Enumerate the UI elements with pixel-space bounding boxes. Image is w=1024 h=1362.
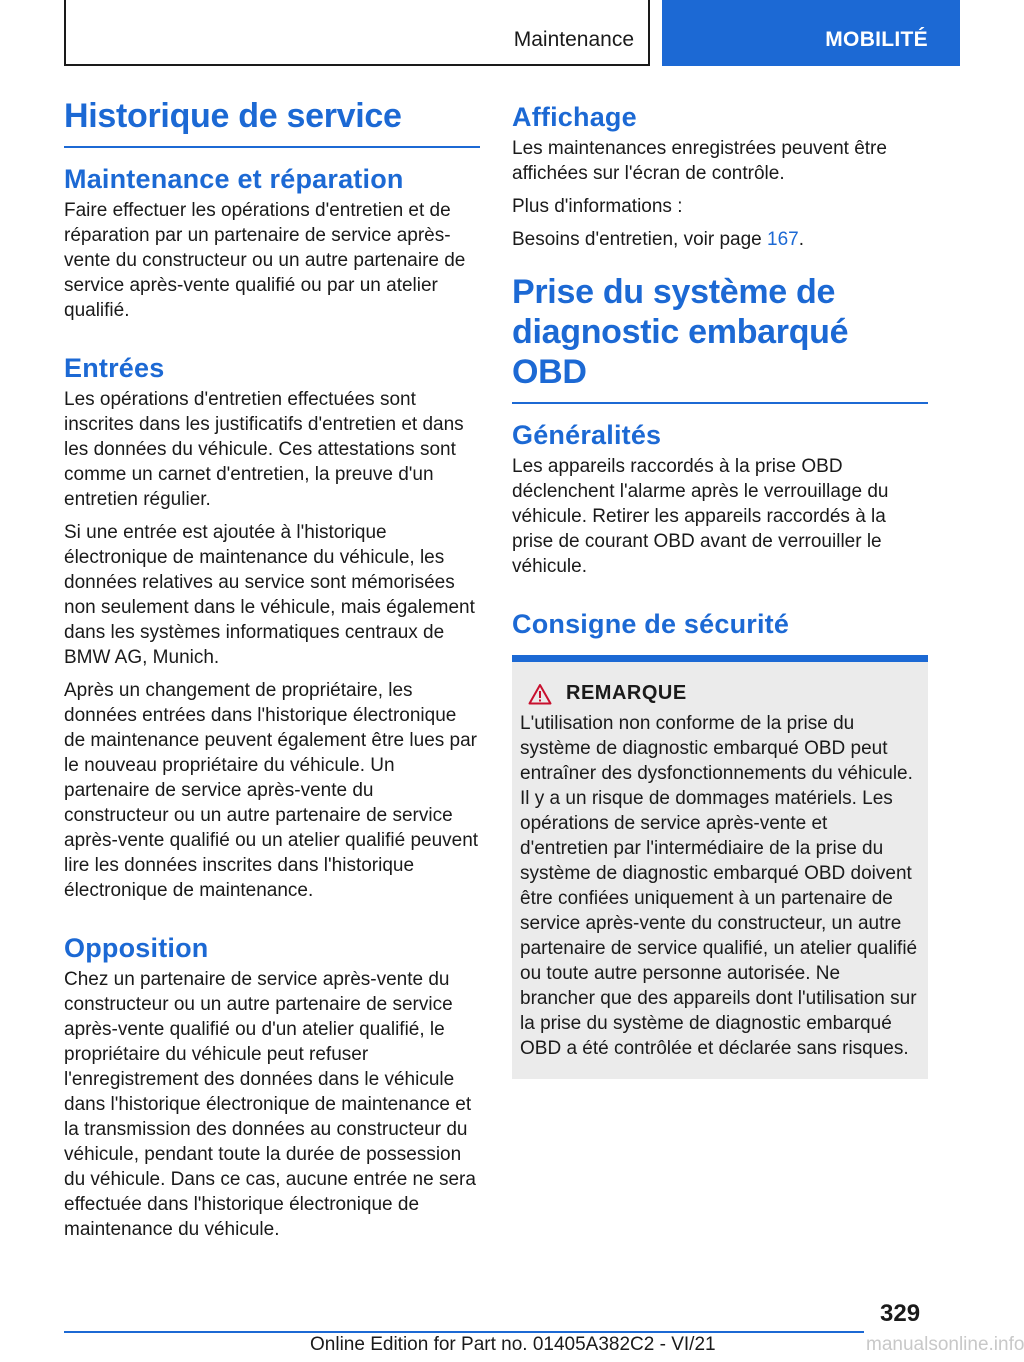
display-paragraph-2: Plus d'informations :: [512, 196, 683, 217]
notice-header: [528, 682, 920, 705]
opposition-paragraph: Chez un partenaire de service après-vente du constructeur ou un autre partenaire de service après-vente qualifié ou d'un atelier qualifié, le propriétaire du véhicule peut refuser l'enregistrement des données dans le véhicule dans l'historique électronique de maintenance et la transmission des données au constructeur du véhicule, pendant toute la durée de possession du véhicule. Dans ce cas, aucune entrée ne sera effectuée dans l'historique électronique de maintenance du véhicule.: [64, 969, 476, 1240]
footer-watermark: manualsonline.info: [866, 1334, 1024, 1355]
chapter-label: Maintenance: [513, 28, 634, 51]
display-paragraph-3: [512, 227, 928, 252]
right-column: [512, 96, 928, 1079]
notice-title: REMARQUE: [566, 682, 687, 704]
notice-body: L'utilisation non conforme de la prise du système de diagnostic embarqué OBD peut entraîner des dysfonctionnements du véhicule. Il y a un risque de dommages matériels. Les opérations de service après-vente et d'entretien par l'intermédiaire de la prise du système de diagnostic embarqué OBD doivent être confiées uniquement à un partenaire de service après-vente du constructeur, un autre partenaire de service qualifié, un atelier qualifié ou toute autre personne autorisée. Ne brancher que des appareils dont l'utilisation sur la prise du système de diagnostic embarqué OBD a été contrôlée et déclarée sans risques.: [520, 713, 918, 1059]
page-link-167[interactable]: 167: [767, 229, 799, 250]
opposition-heading: Opposition: [64, 933, 209, 963]
general-heading: Généralités: [512, 420, 662, 450]
section-tab: [662, 0, 960, 66]
display-ref-text: Besoins d'entretien, voir page: [512, 229, 768, 250]
warning-triangle-icon: [528, 683, 552, 705]
entries-paragraph-2: Si une entrée est ajoutée à l'historique électronique de maintenance du véhicule, les données relatives au service sont mémorisées non seulement dans le véhicule, mais également dans les systèmes informatiques centraux de BMW AG, Munich.: [64, 522, 475, 668]
display-heading: Affichage: [512, 102, 637, 132]
obd-title: Prise du système de diagnostic embarqué OBD: [512, 272, 928, 404]
footer-edition: Online Edition for Part no. 01405A382C2 - VI/21: [310, 1334, 716, 1355]
section-label: MOBILITÉ: [825, 28, 928, 51]
page-title: Historique de service: [64, 96, 480, 148]
page-number: 329: [880, 1300, 921, 1327]
maintenance-paragraph: Faire effectuer les opérations d'entretien et de réparation par un partenaire de service après-vente du constructeur ou un autre partenaire de service après-vente qualifié ou par un atelier qualifié.: [64, 200, 466, 321]
safety-heading: Consigne de sécurité: [512, 609, 790, 639]
entries-paragraph-1: Les opérations d'entretien effectuées sont inscrites dans les justificatifs d'entretien et dans les données du véhicule. Ces attestations sont comme un carnet d'entretien, la preuve d'un entretien régulier.: [64, 389, 464, 510]
maintenance-heading: Maintenance et réparation: [64, 164, 404, 194]
entries-heading: Entrées: [64, 353, 165, 383]
notice-box: [512, 655, 928, 1079]
general-paragraph: Les appareils raccordés à la prise OBD déclenchent l'alarme après le verrouillage du véhicule. Retirer les appareils raccordés à la prise de courant OBD avant de verrouiller le véhicule.: [512, 456, 889, 577]
entries-paragraph-3: Après un changement de propriétaire, les données entrées dans l'historique électronique de maintenance peuvent également être lues par le nouveau propriétaire du véhicule. Un partenaire de service après-vente du constructeur ou un autre partenaire de service après-vente qualifié ou un atelier qualifié peuvent lire les données inscrites dans l'historique électronique de maintenance.: [64, 680, 479, 901]
display-ref-suffix: .: [798, 229, 804, 250]
page-header: [64, 0, 960, 66]
footer-divider: [64, 1331, 864, 1333]
display-paragraph-1: Les maintenances enregistrées peuvent être affichées sur l'écran de contrôle.: [512, 138, 887, 184]
chapter-tab: [64, 0, 650, 66]
left-column: [64, 96, 480, 1250]
